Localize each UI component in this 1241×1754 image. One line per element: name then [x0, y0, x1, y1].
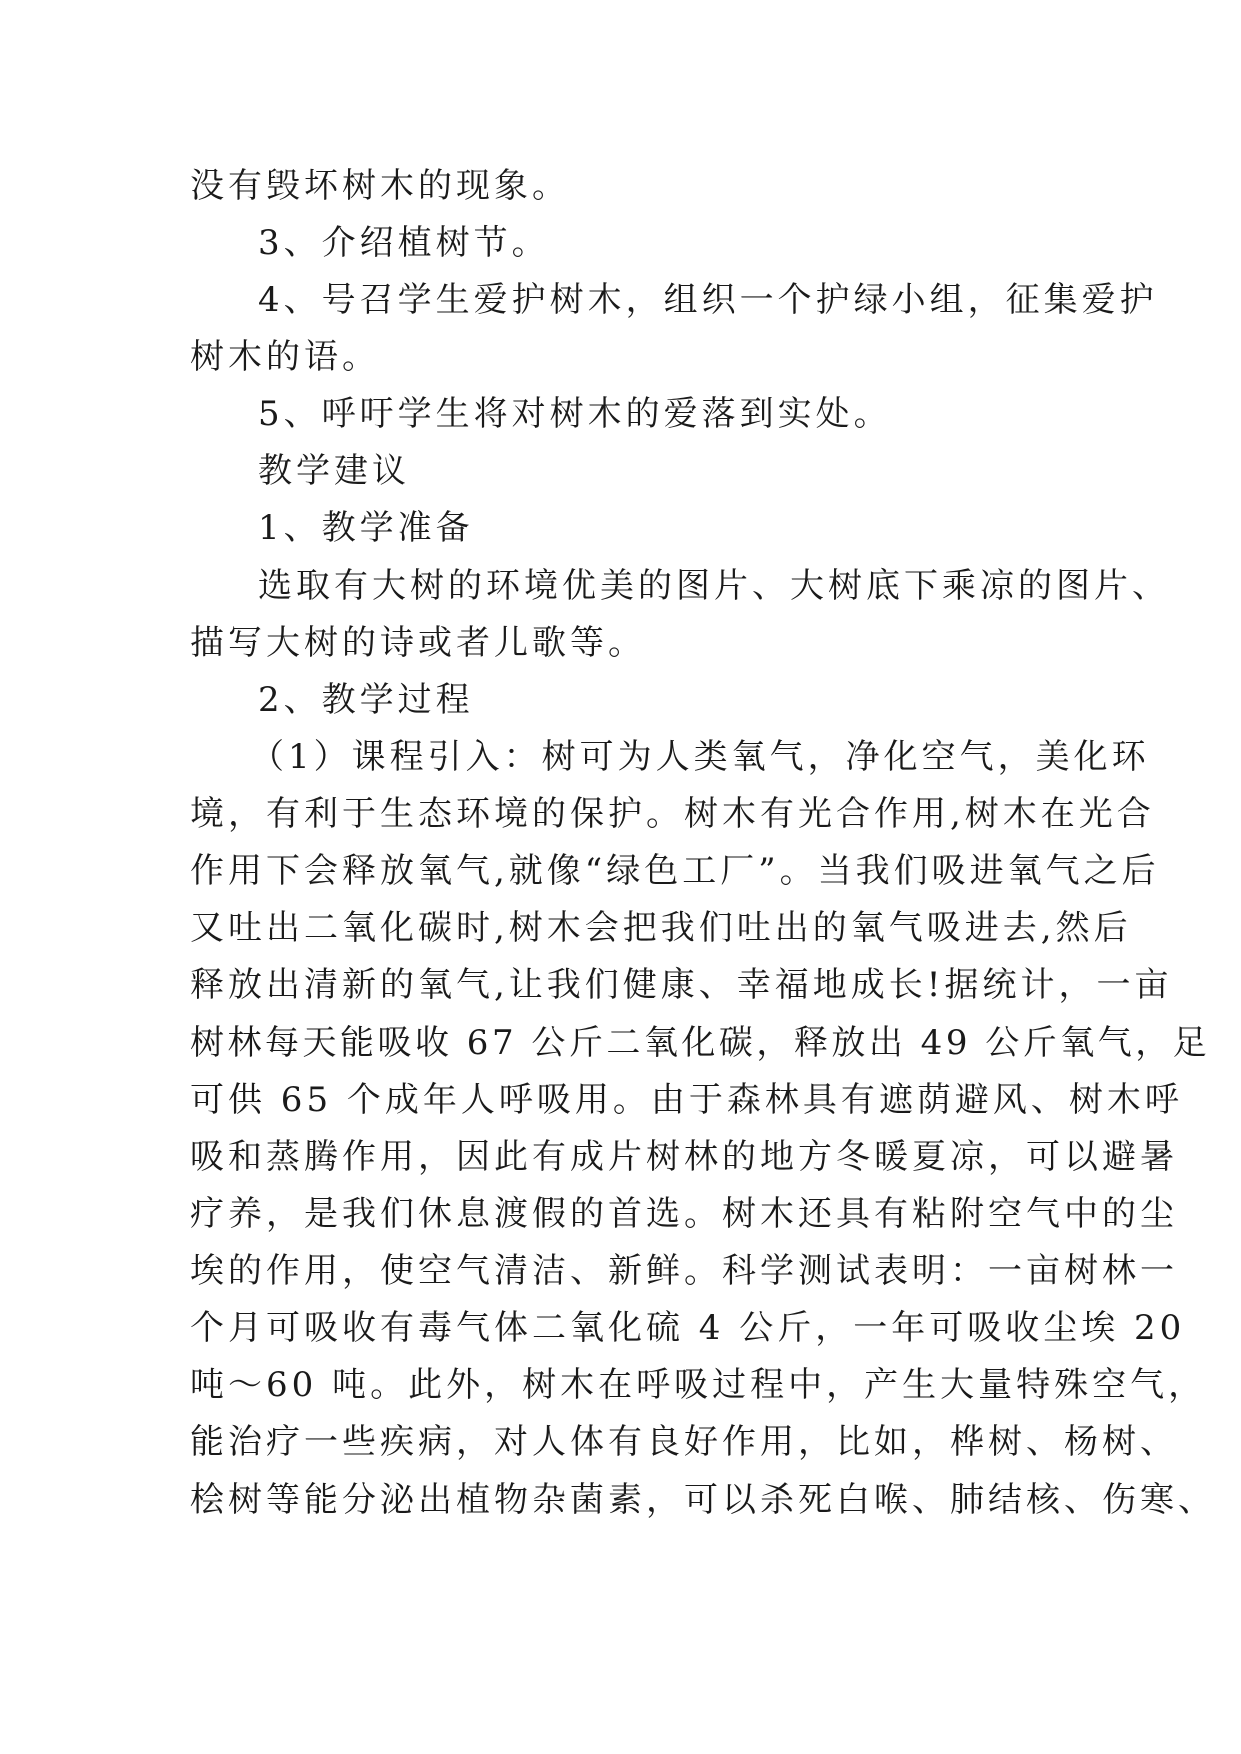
text-line: 树木的语。	[190, 337, 380, 377]
text-line: 释放出清新的氧气,让我们健康、幸福地成长!据统计，一亩	[190, 965, 1173, 1005]
text-line: 桧树等能分泌出植物杂菌素，可以杀死白喉、肺结核、伤寒、	[190, 1480, 1216, 1520]
list-item: 3、介绍植树节。	[258, 223, 550, 263]
list-item: 5、呼吁学生将对树木的爱落到实处。	[258, 394, 892, 434]
text-line: 个月可吸收有毒气体二氧化硫 4 公斤，一年可吸收尘埃 20	[190, 1308, 1186, 1348]
text-line: 疗养，是我们休息渡假的首选。树木还具有粘附空气中的尘	[190, 1194, 1178, 1234]
text-line: 吨～60 吨。此外，树木在呼吸过程中，产生大量特殊空气，	[190, 1365, 1207, 1405]
text-line: 吸和蒸腾作用，因此有成片树林的地方冬暖夏凉，可以避暑	[190, 1137, 1178, 1177]
text-line: （1）课程引入：树可为人类氧气，净化空气，美化环	[250, 737, 1150, 777]
text-line: 境，有利于生态环境的保护。树木有光合作用,树木在光合	[190, 794, 1155, 834]
subsection-heading: 2、教学过程	[258, 680, 474, 720]
text-line: 没有毁坏树木的现象。	[190, 166, 570, 206]
text-line: 又吐出二氧化碳时,树木会把我们吐出的氧气吸进去,然后	[190, 908, 1132, 948]
section-heading: 教学建议	[258, 451, 410, 491]
text-line: 树林每天能吸收 67 公斤二氧化碳，释放出 49 公斤氧气，足	[190, 1023, 1211, 1063]
text-line: 描写大树的诗或者儿歌等。	[190, 623, 646, 663]
text-line: 能治疗一些疾病，对人体有良好作用，比如，桦树、杨树、	[190, 1422, 1178, 1462]
subsection-heading: 1、教学准备	[258, 508, 474, 548]
text-line: 埃的作用，使空气清洁、新鲜。科学测试表明：一亩树林一	[190, 1251, 1178, 1291]
list-item: 4、号召学生爱护树木，组织一个护绿小组，征集爱护	[258, 280, 1158, 320]
text-line: 可供 65 个成年人呼吸用。由于森林具有遮荫避风、树木呼	[190, 1080, 1183, 1120]
text-line: 选取有大树的环境优美的图片、大树底下乘凉的图片、	[258, 566, 1170, 606]
text-line: 作用下会释放氧气,就像“绿色工厂”。当我们吸进氧气之后	[190, 851, 1160, 891]
